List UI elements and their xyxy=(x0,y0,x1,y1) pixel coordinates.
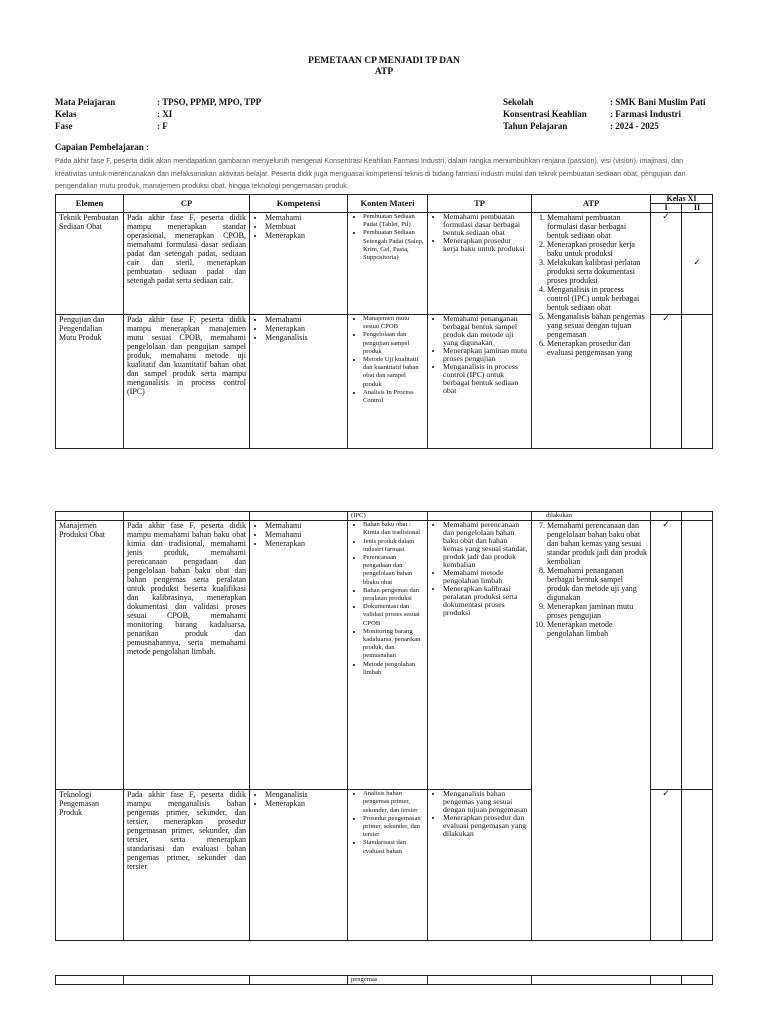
list-item: • Menerapkan prosedur dan evaluasi pengemasan yang dilakukan xyxy=(443,814,528,838)
list-item: • Memahami pembuatan formulasi dasar berbagai bentuk sediaan obat xyxy=(443,213,528,237)
konten-cell xyxy=(348,790,428,941)
konten-cell xyxy=(348,315,428,449)
konten-continuation: (IPC) xyxy=(348,512,428,521)
document-title xyxy=(0,56,768,78)
kelas-label: Kelas xyxy=(55,109,77,119)
header-kelas-1: I xyxy=(651,204,682,213)
list-item: 5. Menganalisis bahan pengemas yang sesuai dengan tujuan pengemasan xyxy=(547,312,647,339)
list-item: • Standarisasi dan evaluasi bahan xyxy=(363,839,424,855)
info-values-left xyxy=(157,96,261,132)
kelas-2-check: ✓ xyxy=(682,213,713,315)
table-row xyxy=(56,213,713,315)
atp-continuation: dilakukan xyxy=(532,512,651,521)
list-item: • Menerapkan xyxy=(265,539,344,548)
kelas-1-check: ✓ xyxy=(651,315,682,449)
info-labels-left xyxy=(55,96,115,132)
kompetensi-cell xyxy=(250,315,348,449)
list-item: 8. Memahami penanganan berbagai bentuk sampel produk dan metode uji yang digunakan xyxy=(547,566,647,602)
header-tp: TP xyxy=(428,195,532,213)
list-item: • Bahan baku obat : Kimia dan tradisional xyxy=(363,521,424,537)
list-item: • Memahami xyxy=(265,530,344,539)
list-item: • Memahami penanganan berbagai bentuk sampel produk dan metode uji yang digunakan xyxy=(443,315,528,347)
header-atp: ATP xyxy=(532,195,651,213)
info-values-right xyxy=(610,96,706,132)
list-item: • Memahami xyxy=(265,521,344,530)
info-labels-right xyxy=(503,96,587,132)
cp-cell: Pada akhir fase F, peserta didik mampu menerapkan manajemen mutu sesuai CPOB, memahami pengelolaan dan pengujian sampel produk, memahami metode uji kualitatif dan kuantitatif bahan obat dan sampel produk serta mampu menganalisis in process control (IPC) xyxy=(124,315,250,449)
mapel-label: Mata Pelajaran xyxy=(55,97,116,107)
list-item: • Perencanaan pengadaan dan pengelolaan bahan bbaku obat xyxy=(363,554,424,587)
list-item: 9. Menerapkan jaminan mutu proses pengujian xyxy=(547,602,647,620)
list-item: • Manajemen mutu sesuai CPOB xyxy=(363,315,424,331)
list-item: • Pembuatan Sediaan Padat (Tablet, Pil) xyxy=(363,213,424,229)
cp-paragraph: Pada akhir fase F, peserta didik akan mendapatkan gambaran menyeluruh mengenai Konsentrasi Keahlian Farmasi Industri, dalam rangka menumbuhkan renjana (passion), visi (vision), imajinasi, dan kreativitas untuk merencanakan dan melaksanakan aktivitas belajar. Peserta didik juga menguasai kompetensi teknis di bidang farmasi industri mulai dari teknik pembuatan sediaan obat, pengujian dan pengendalian mutu produk, manajemen produksi obat, hingga teknologi pengemasan produk. xyxy=(55,157,686,191)
list-item: • Metode Uji kualitatif dan kuantitatif bahan obat dan sampel produk xyxy=(363,356,424,389)
list-item: • Menganalisis xyxy=(265,333,344,342)
list-item: 3. Melakukan kalibrasi perlatan produksi serta dokumentasi proses produksi xyxy=(547,258,647,285)
kompetensi-cell xyxy=(250,213,348,315)
konten-continuation: pengemas xyxy=(348,976,428,985)
sekolah-label: Sekolah xyxy=(503,97,534,107)
atp-cell xyxy=(532,213,651,449)
kelas-value: : XI xyxy=(157,109,173,119)
elemen-cell: Teknik Pembuatan Sediaan Obat xyxy=(56,213,124,315)
sekolah-value: : SMK Bani Muslim Pati xyxy=(610,97,706,107)
kelas-1-check: ✓ xyxy=(651,790,682,941)
tahun-label: Tahun Pelajaran xyxy=(503,121,568,131)
title-line-2: ATP xyxy=(374,67,394,77)
list-item: • Menerapkan jaminan mutu proses pengujian xyxy=(443,347,528,363)
list-item: 1. Memahami pembuatan formulasi dasar berbagai bentuk sediaan obat xyxy=(547,213,647,240)
tp-cell xyxy=(428,521,532,790)
kelas-2-cell xyxy=(682,521,713,790)
title-line-1: PEMETAAN CP MENJADI TP DAN xyxy=(308,56,460,66)
list-item: • Pembuatan Sediaan Setengah Padat (Salep, Krim, Gel, Pasta, Suppositoria) xyxy=(363,229,424,262)
list-item: • Jenis produk dalam industri farmasi xyxy=(363,538,424,554)
elemen-cell: Pengujian dan Pengendalian Mutu Produk xyxy=(56,315,124,449)
list-item: • Memahami xyxy=(265,315,344,324)
list-item: • Analisis In Process Control xyxy=(363,389,424,405)
cp-heading: Capaian Pembelajaran : xyxy=(55,142,149,152)
list-item: 4. Menganalisis in process control (IPC) untuk berbagai bentuk sediaan obat xyxy=(547,285,647,312)
list-item: • Dokumentasi dan validasi proses sesuai CPOB xyxy=(363,603,424,628)
konsentrasi-value: : Farmasi Industri xyxy=(610,109,682,119)
cp-cell: Pada akhir fase F, peserta didik mampu memahami bahan baku obat kimia dan tradisional, memahami jenis produk, memahami perencanaan pengadaan dan pengelolaan bahan baku obat dan bahan pengemas serta peralatan untuk produksi beserta kualifikasi dan kalibrasinya, menerapkan dokumentasi dan validasi proses sesuai CPOB, memahami monitoring barang kadaluarsa, penarikan produk dan pemusnahannya, serta memahami metode pengolahan limbah. xyxy=(124,521,250,790)
elemen-cell: Manajemen Produksi Obat xyxy=(56,521,124,790)
list-item: 6. Menerapkan prosedur dan evaluasi pengemasan yang xyxy=(547,339,647,357)
mapping-table-page-3 xyxy=(55,975,713,985)
cp-cell: Pada akhir fase F, peserta didik mampu menerapkan standar operasional, menerapkan CPOB, memahami formulasi dasar sediaan padat dan setengah padat, sediaan cair dan steril, menerapkan pembuatan sediaan padat dan setengah padat serta sediaan cair. xyxy=(124,213,250,315)
kompetensi-cell xyxy=(250,521,348,790)
list-item: • Menerapkan xyxy=(265,799,344,808)
kelas-1-check: ✓ xyxy=(651,521,682,790)
fase-value: : F xyxy=(157,121,168,131)
list-item: 2. Menerapkan prosedur kerja baku untuk produksi xyxy=(547,240,647,258)
list-item: • Memahami xyxy=(265,213,344,222)
elemen-cell: Teknologi Pengemasan Produk xyxy=(56,790,124,941)
list-item: • Memahami metode pengolahan limbah xyxy=(443,569,528,585)
list-item: • Prosedur pengemasan primer, sekunder, dan tersier xyxy=(363,815,424,840)
header-kelas-2: II xyxy=(682,204,713,213)
tp-cell xyxy=(428,213,532,315)
list-item: 10. Menerapkan metode pengolahan limbah xyxy=(547,620,647,638)
tahun-value: : 2024 - 2025 xyxy=(610,121,659,131)
mapping-table-page-1 xyxy=(55,194,713,449)
konten-cell xyxy=(348,213,428,315)
tp-cell xyxy=(428,315,532,449)
header-kelas: Kelas XI xyxy=(651,195,713,204)
konsentrasi-label: Konsentrasi Keahlian xyxy=(503,109,587,119)
fase-label: Fase xyxy=(55,121,73,131)
kelas-2-cell xyxy=(682,315,713,449)
list-item: • Menganalisis bahan pengemas yang sesuai dengan tujuan pengemasan xyxy=(443,790,528,814)
list-item: • Pengelolaan dan pengujian sampel produk xyxy=(363,331,424,356)
list-item: • Membuat xyxy=(265,222,344,231)
list-item: • Menerapkan xyxy=(265,324,344,333)
list-item: • Memahami perencanaan dan pengelolaan bahan baku obat dan bahan kemas yang sesuai standar, produk jadi dan produk kembalian xyxy=(443,521,528,569)
list-item: • Monitoring barang kadaluarsa, penarikan produk, dan pemusnahan xyxy=(363,628,424,661)
table-row xyxy=(56,512,713,521)
header-kompetensi: Kompetensi xyxy=(250,195,348,213)
list-item: • Menerapkan xyxy=(265,231,344,240)
konten-cell xyxy=(348,521,428,790)
header-elemen: Elemen xyxy=(56,195,124,213)
header-konten: Konten Materi xyxy=(348,195,428,213)
mapel-value: : TPSO, PPMP, MPO, TPP xyxy=(157,97,262,107)
atp-cell xyxy=(532,521,651,941)
list-item: • Menerapkan kalibrasi peralatan produksi serta dokumentasi proses produksi xyxy=(443,585,528,617)
tp-cell xyxy=(428,790,532,941)
kompetensi-cell xyxy=(250,790,348,941)
list-item: • Bahan pengemas dan peralatan produksi xyxy=(363,587,424,603)
table-row xyxy=(56,521,713,790)
mapping-table-page-2 xyxy=(55,511,713,941)
kelas-2-cell xyxy=(682,790,713,941)
table-row xyxy=(56,976,713,985)
list-item: • Metode pengolahan limbah xyxy=(363,661,424,677)
header-cp: CP xyxy=(124,195,250,213)
list-item: 7. Memahami perencanaan dan pengelolaan bahan baku obat dan bahan kemas yang sesuai standar produk jadi dan produk kembalian xyxy=(547,521,647,566)
list-item: • Menganalisis in process control (IPC) untuk berbagai bentuk sediaan obat xyxy=(443,363,528,395)
kelas-1-check: ✓ xyxy=(651,213,682,315)
cp-cell: Pada akhir fase F, peserta didik mampu menganalisis bahan pengemas primer, sekunder, dan tersier, menerapkan prosedur pengemasan primer, sekunder, dan tersier, serta menerapkan standarisasi dan evaluasi bahan pengemas primer, sekunder dan tersier xyxy=(124,790,250,941)
list-item: • Menganalisis xyxy=(265,790,344,799)
list-item: • Analisis bahan pengemas primer, sekunder, dan tersier xyxy=(363,790,424,815)
list-item: • Menerapkan prosedur kerja baku untuk produksi xyxy=(443,237,528,253)
header-row xyxy=(56,195,713,204)
